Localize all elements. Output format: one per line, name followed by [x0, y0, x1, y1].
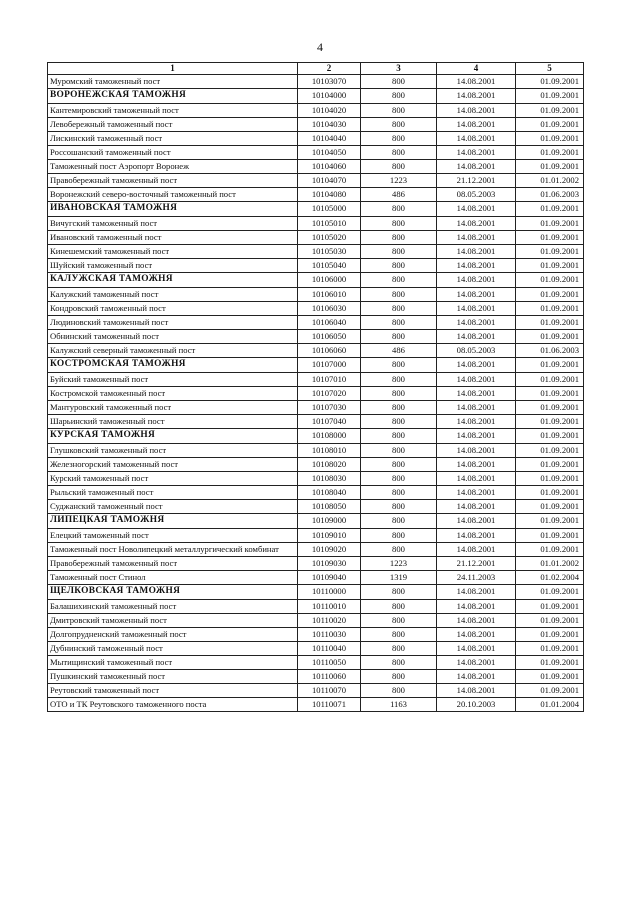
row-date-cell: 14.08.2001 — [437, 387, 516, 401]
row-effective-date-cell: 01.09.2001 — [516, 614, 584, 628]
row-date-cell: 21.12.2001 — [437, 557, 516, 571]
row-code-cell: 10110000 — [298, 585, 361, 600]
row-code-cell: 10107000 — [298, 358, 361, 373]
row-date-cell: 14.08.2001 — [437, 444, 516, 458]
row-effective-date-cell: 01.09.2001 — [516, 486, 584, 500]
row-effective-date-cell: 01.09.2001 — [516, 600, 584, 614]
row-number-cell: 800 — [361, 217, 437, 231]
row-effective-date-cell: 01.09.2001 — [516, 458, 584, 472]
row-effective-date-cell: 01.09.2001 — [516, 656, 584, 670]
row-code-cell: 10108030 — [298, 472, 361, 486]
row-name-cell: Ивановский таможенный пост — [48, 231, 298, 245]
row-code-cell: 10110070 — [298, 684, 361, 698]
table-row — [48, 316, 584, 330]
row-number-cell: 800 — [361, 401, 437, 415]
table-row — [48, 75, 584, 89]
customs-office-row — [48, 358, 584, 373]
row-name-cell: Железногорский таможенный пост — [48, 458, 298, 472]
row-code-cell: 10108050 — [298, 500, 361, 514]
row-date-cell: 14.08.2001 — [437, 415, 516, 429]
row-effective-date-cell: 01.09.2001 — [516, 500, 584, 514]
row-number-cell: 800 — [361, 514, 437, 529]
table-header-row — [48, 63, 584, 75]
row-date-cell: 14.08.2001 — [437, 118, 516, 132]
table-row — [48, 557, 584, 571]
row-name-cell: Шуйский таможенный пост — [48, 259, 298, 273]
row-date-cell: 14.08.2001 — [437, 202, 516, 217]
row-name-cell: Глушковский таможенный пост — [48, 444, 298, 458]
row-date-cell: 14.08.2001 — [437, 656, 516, 670]
customs-office-row — [48, 585, 584, 600]
row-effective-date-cell: 01.09.2001 — [516, 160, 584, 174]
row-name-cell: Реутовский таможенный пост — [48, 684, 298, 698]
row-name-cell: Елецкий таможенный пост — [48, 529, 298, 543]
table-row — [48, 444, 584, 458]
row-number-cell: 1223 — [361, 557, 437, 571]
row-code-cell: 10105020 — [298, 231, 361, 245]
table-row — [48, 160, 584, 174]
table-row — [48, 217, 584, 231]
row-name-cell: Балашихинский таможенный пост — [48, 600, 298, 614]
row-date-cell: 14.08.2001 — [437, 217, 516, 231]
row-effective-date-cell: 01.09.2001 — [516, 75, 584, 89]
row-code-cell: 10105000 — [298, 202, 361, 217]
row-number-cell: 1223 — [361, 174, 437, 188]
row-number-cell: 800 — [361, 684, 437, 698]
row-effective-date-cell: 01.09.2001 — [516, 245, 584, 259]
row-effective-date-cell: 01.09.2001 — [516, 429, 584, 444]
column-header-3: 3 — [361, 63, 437, 75]
row-effective-date-cell: 01.09.2001 — [516, 585, 584, 600]
row-effective-date-cell: 01.09.2001 — [516, 387, 584, 401]
row-date-cell: 14.08.2001 — [437, 146, 516, 160]
table-row — [48, 600, 584, 614]
row-effective-date-cell: 01.09.2001 — [516, 202, 584, 217]
row-code-cell: 10110071 — [298, 698, 361, 712]
row-number-cell: 800 — [361, 358, 437, 373]
row-code-cell: 10104020 — [298, 104, 361, 118]
row-date-cell: 14.08.2001 — [437, 614, 516, 628]
row-date-cell: 21.12.2001 — [437, 174, 516, 188]
table-row — [48, 118, 584, 132]
row-name-cell: КАЛУЖСКАЯ ТАМОЖНЯ — [48, 273, 298, 288]
row-effective-date-cell: 01.09.2001 — [516, 316, 584, 330]
row-name-cell: Муромский таможенный пост — [48, 75, 298, 89]
row-code-cell: 10104000 — [298, 89, 361, 104]
row-date-cell: 14.08.2001 — [437, 302, 516, 316]
row-effective-date-cell: 01.09.2001 — [516, 444, 584, 458]
row-date-cell: 20.10.2003 — [437, 698, 516, 712]
table-row — [48, 387, 584, 401]
customs-office-row — [48, 202, 584, 217]
row-name-cell: Людиновский таможенный пост — [48, 316, 298, 330]
row-date-cell: 14.08.2001 — [437, 358, 516, 373]
row-date-cell: 14.08.2001 — [437, 288, 516, 302]
row-effective-date-cell: 01.02.2004 — [516, 571, 584, 585]
row-code-cell: 10109020 — [298, 543, 361, 557]
row-date-cell: 14.08.2001 — [437, 458, 516, 472]
row-number-cell: 1319 — [361, 571, 437, 585]
row-name-cell: Суджанский таможенный пост — [48, 500, 298, 514]
row-name-cell: ОТО и ТК Реутовского таможенного поста — [48, 698, 298, 712]
row-name-cell: Мытищинский таможенный пост — [48, 656, 298, 670]
table-row — [48, 543, 584, 557]
table-row — [48, 642, 584, 656]
row-number-cell: 486 — [361, 188, 437, 202]
row-number-cell: 800 — [361, 444, 437, 458]
row-number-cell: 800 — [361, 118, 437, 132]
row-code-cell: 10108000 — [298, 429, 361, 444]
row-code-cell: 10106050 — [298, 330, 361, 344]
row-effective-date-cell: 01.09.2001 — [516, 104, 584, 118]
row-number-cell: 800 — [361, 273, 437, 288]
customs-office-row — [48, 89, 584, 104]
customs-office-row — [48, 273, 584, 288]
row-date-cell: 08.05.2003 — [437, 344, 516, 358]
customs-posts-table — [47, 62, 584, 712]
customs-office-row — [48, 514, 584, 529]
row-number-cell: 800 — [361, 202, 437, 217]
row-code-cell: 10106000 — [298, 273, 361, 288]
row-effective-date-cell: 01.09.2001 — [516, 259, 584, 273]
row-effective-date-cell: 01.09.2001 — [516, 217, 584, 231]
row-name-cell: Калужский таможенный пост — [48, 288, 298, 302]
row-number-cell: 800 — [361, 373, 437, 387]
row-date-cell: 14.08.2001 — [437, 273, 516, 288]
row-code-cell: 10104040 — [298, 132, 361, 146]
row-code-cell: 10110030 — [298, 628, 361, 642]
row-number-cell: 800 — [361, 316, 437, 330]
row-name-cell: Дмитровский таможенный пост — [48, 614, 298, 628]
row-number-cell: 800 — [361, 259, 437, 273]
row-code-cell: 10104080 — [298, 188, 361, 202]
row-date-cell: 14.08.2001 — [437, 529, 516, 543]
row-effective-date-cell: 01.09.2001 — [516, 330, 584, 344]
row-date-cell: 14.08.2001 — [437, 585, 516, 600]
row-number-cell: 800 — [361, 160, 437, 174]
row-date-cell: 14.08.2001 — [437, 160, 516, 174]
row-number-cell: 800 — [361, 486, 437, 500]
table-row — [48, 245, 584, 259]
row-name-cell: Буйский таможенный пост — [48, 373, 298, 387]
row-code-cell: 10105010 — [298, 217, 361, 231]
row-number-cell: 800 — [361, 330, 437, 344]
table-row — [48, 174, 584, 188]
row-number-cell: 800 — [361, 472, 437, 486]
row-number-cell: 800 — [361, 104, 437, 118]
row-code-cell: 10110060 — [298, 670, 361, 684]
row-code-cell: 10109030 — [298, 557, 361, 571]
table-row — [48, 614, 584, 628]
row-number-cell: 486 — [361, 344, 437, 358]
row-name-cell: Левобережный таможенный пост — [48, 118, 298, 132]
row-number-cell: 800 — [361, 415, 437, 429]
row-date-cell: 08.05.2003 — [437, 188, 516, 202]
row-effective-date-cell: 01.09.2001 — [516, 415, 584, 429]
row-code-cell: 10103070 — [298, 75, 361, 89]
row-code-cell: 10106060 — [298, 344, 361, 358]
row-effective-date-cell: 01.09.2001 — [516, 401, 584, 415]
row-name-cell: Таможенный пост Аэропорт Воронеж — [48, 160, 298, 174]
row-name-cell: Калужский северный таможенный пост — [48, 344, 298, 358]
row-effective-date-cell: 01.01.2002 — [516, 174, 584, 188]
row-code-cell: 10104070 — [298, 174, 361, 188]
row-date-cell: 14.08.2001 — [437, 104, 516, 118]
row-effective-date-cell: 01.06.2003 — [516, 188, 584, 202]
row-code-cell: 10109040 — [298, 571, 361, 585]
row-date-cell: 14.08.2001 — [437, 259, 516, 273]
row-code-cell: 10108020 — [298, 458, 361, 472]
table-row — [48, 500, 584, 514]
row-name-cell: Таможенный пост Новолипецкий металлургический комбинат — [48, 543, 298, 557]
table-row — [48, 330, 584, 344]
row-name-cell: КОСТРОМСКАЯ ТАМОЖНЯ — [48, 358, 298, 373]
row-number-cell: 1163 — [361, 698, 437, 712]
row-number-cell: 800 — [361, 231, 437, 245]
row-effective-date-cell: 01.09.2001 — [516, 302, 584, 316]
row-effective-date-cell: 01.09.2001 — [516, 514, 584, 529]
row-date-cell: 14.08.2001 — [437, 316, 516, 330]
row-effective-date-cell: 01.01.2004 — [516, 698, 584, 712]
table-row — [48, 259, 584, 273]
row-name-cell: Россошанский таможенный пост — [48, 146, 298, 160]
table-row — [48, 132, 584, 146]
table-row — [48, 684, 584, 698]
row-name-cell: ВОРОНЕЖСКАЯ ТАМОЖНЯ — [48, 89, 298, 104]
row-number-cell: 800 — [361, 458, 437, 472]
row-name-cell: Воронежский северо-восточный таможенный пост — [48, 188, 298, 202]
column-header-1: 1 — [48, 63, 298, 75]
row-effective-date-cell: 01.09.2001 — [516, 358, 584, 373]
table-row — [48, 288, 584, 302]
row-effective-date-cell: 01.01.2002 — [516, 557, 584, 571]
row-date-cell: 14.08.2001 — [437, 75, 516, 89]
table-row — [48, 458, 584, 472]
table-row — [48, 188, 584, 202]
table-row — [48, 472, 584, 486]
row-name-cell: Кондровский таможенный пост — [48, 302, 298, 316]
table-row — [48, 529, 584, 543]
row-date-cell: 14.08.2001 — [437, 670, 516, 684]
table-row — [48, 231, 584, 245]
table-row — [48, 698, 584, 712]
row-effective-date-cell: 01.09.2001 — [516, 146, 584, 160]
row-effective-date-cell: 01.09.2001 — [516, 89, 584, 104]
row-code-cell: 10110010 — [298, 600, 361, 614]
row-number-cell: 800 — [361, 245, 437, 259]
row-effective-date-cell: 01.09.2001 — [516, 288, 584, 302]
row-number-cell: 800 — [361, 670, 437, 684]
row-date-cell: 14.08.2001 — [437, 628, 516, 642]
row-date-cell: 14.08.2001 — [437, 500, 516, 514]
row-date-cell: 24.11.2003 — [437, 571, 516, 585]
row-number-cell: 800 — [361, 288, 437, 302]
row-code-cell: 10104050 — [298, 146, 361, 160]
row-effective-date-cell: 01.09.2001 — [516, 472, 584, 486]
table-row — [48, 571, 584, 585]
table-row — [48, 486, 584, 500]
row-effective-date-cell: 01.09.2001 — [516, 670, 584, 684]
row-number-cell: 800 — [361, 628, 437, 642]
row-name-cell: Костромской таможенный пост — [48, 387, 298, 401]
row-number-cell: 800 — [361, 600, 437, 614]
table-body — [48, 75, 584, 712]
row-effective-date-cell: 01.09.2001 — [516, 231, 584, 245]
row-effective-date-cell: 01.09.2001 — [516, 684, 584, 698]
row-effective-date-cell: 01.09.2001 — [516, 628, 584, 642]
row-code-cell: 10105040 — [298, 259, 361, 273]
row-name-cell: ЩЕЛКОВСКАЯ ТАМОЖНЯ — [48, 585, 298, 600]
row-effective-date-cell: 01.09.2001 — [516, 132, 584, 146]
row-name-cell: ИВАНОВСКАЯ ТАМОЖНЯ — [48, 202, 298, 217]
row-name-cell: Мантуровский таможенный пост — [48, 401, 298, 415]
row-name-cell: Правобережный таможенный пост — [48, 174, 298, 188]
row-code-cell: 10107010 — [298, 373, 361, 387]
table-row — [48, 628, 584, 642]
table-row — [48, 104, 584, 118]
row-date-cell: 14.08.2001 — [437, 132, 516, 146]
row-code-cell: 10110050 — [298, 656, 361, 670]
row-name-cell: Рыльский таможенный пост — [48, 486, 298, 500]
row-number-cell: 800 — [361, 543, 437, 557]
row-name-cell: Правобережный таможенный пост — [48, 557, 298, 571]
row-name-cell: ЛИПЕЦКАЯ ТАМОЖНЯ — [48, 514, 298, 529]
row-date-cell: 14.08.2001 — [437, 231, 516, 245]
row-number-cell: 800 — [361, 89, 437, 104]
row-effective-date-cell: 01.09.2001 — [516, 529, 584, 543]
row-number-cell: 800 — [361, 387, 437, 401]
row-date-cell: 14.08.2001 — [437, 486, 516, 500]
column-header-4: 4 — [437, 63, 516, 75]
row-name-cell: Пушкинский таможенный пост — [48, 670, 298, 684]
row-name-cell: Обнинский таможенный пост — [48, 330, 298, 344]
row-code-cell: 10104030 — [298, 118, 361, 132]
row-number-cell: 800 — [361, 302, 437, 316]
row-name-cell: Кинешемский таможенный пост — [48, 245, 298, 259]
row-code-cell: 10107030 — [298, 401, 361, 415]
column-header-5: 5 — [516, 63, 584, 75]
row-code-cell: 10109010 — [298, 529, 361, 543]
row-name-cell: Таможенный пост Стинол — [48, 571, 298, 585]
table-row — [48, 302, 584, 316]
column-header-2: 2 — [298, 63, 361, 75]
table-row — [48, 415, 584, 429]
row-name-cell: Вичугский таможенный пост — [48, 217, 298, 231]
row-number-cell: 800 — [361, 429, 437, 444]
row-date-cell: 14.08.2001 — [437, 600, 516, 614]
row-code-cell: 10107040 — [298, 415, 361, 429]
row-code-cell: 10108010 — [298, 444, 361, 458]
row-effective-date-cell: 01.09.2001 — [516, 118, 584, 132]
table-row — [48, 373, 584, 387]
row-date-cell: 14.08.2001 — [437, 429, 516, 444]
row-number-cell: 800 — [361, 75, 437, 89]
row-number-cell: 800 — [361, 132, 437, 146]
row-code-cell: 10106010 — [298, 288, 361, 302]
row-number-cell: 800 — [361, 642, 437, 656]
row-effective-date-cell: 01.09.2001 — [516, 543, 584, 557]
row-date-cell: 14.08.2001 — [437, 472, 516, 486]
row-code-cell: 10105030 — [298, 245, 361, 259]
row-code-cell: 10109000 — [298, 514, 361, 529]
row-number-cell: 800 — [361, 656, 437, 670]
table-row — [48, 656, 584, 670]
row-number-cell: 800 — [361, 500, 437, 514]
row-number-cell: 800 — [361, 585, 437, 600]
row-date-cell: 14.08.2001 — [437, 330, 516, 344]
row-effective-date-cell: 01.09.2001 — [516, 273, 584, 288]
row-date-cell: 14.08.2001 — [437, 514, 516, 529]
page-number: 4 — [317, 40, 323, 54]
row-date-cell: 14.08.2001 — [437, 543, 516, 557]
table-row — [48, 344, 584, 358]
row-name-cell: Шарьинский таможенный пост — [48, 415, 298, 429]
row-code-cell: 10110020 — [298, 614, 361, 628]
row-name-cell: Кантемировский таможенный пост — [48, 104, 298, 118]
row-date-cell: 14.08.2001 — [437, 401, 516, 415]
row-name-cell: Дубнинский таможенный пост — [48, 642, 298, 656]
row-number-cell: 800 — [361, 146, 437, 160]
row-code-cell: 10107020 — [298, 387, 361, 401]
row-name-cell: КУРСКАЯ ТАМОЖНЯ — [48, 429, 298, 444]
row-code-cell: 10104060 — [298, 160, 361, 174]
row-effective-date-cell: 01.09.2001 — [516, 642, 584, 656]
row-date-cell: 14.08.2001 — [437, 245, 516, 259]
row-name-cell: Курский таможенный пост — [48, 472, 298, 486]
row-code-cell: 10108040 — [298, 486, 361, 500]
row-date-cell: 14.08.2001 — [437, 373, 516, 387]
row-date-cell: 14.08.2001 — [437, 89, 516, 104]
row-code-cell: 10106040 — [298, 316, 361, 330]
row-code-cell: 10110040 — [298, 642, 361, 656]
row-number-cell: 800 — [361, 614, 437, 628]
table-row — [48, 146, 584, 160]
row-effective-date-cell: 01.09.2001 — [516, 373, 584, 387]
row-name-cell: Лискинский таможенный пост — [48, 132, 298, 146]
row-date-cell: 14.08.2001 — [437, 684, 516, 698]
table-row — [48, 401, 584, 415]
table-row — [48, 670, 584, 684]
row-date-cell: 14.08.2001 — [437, 642, 516, 656]
row-name-cell: Долгопрудненский таможенный пост — [48, 628, 298, 642]
row-number-cell: 800 — [361, 529, 437, 543]
customs-office-row — [48, 429, 584, 444]
row-code-cell: 10106030 — [298, 302, 361, 316]
row-effective-date-cell: 01.06.2003 — [516, 344, 584, 358]
